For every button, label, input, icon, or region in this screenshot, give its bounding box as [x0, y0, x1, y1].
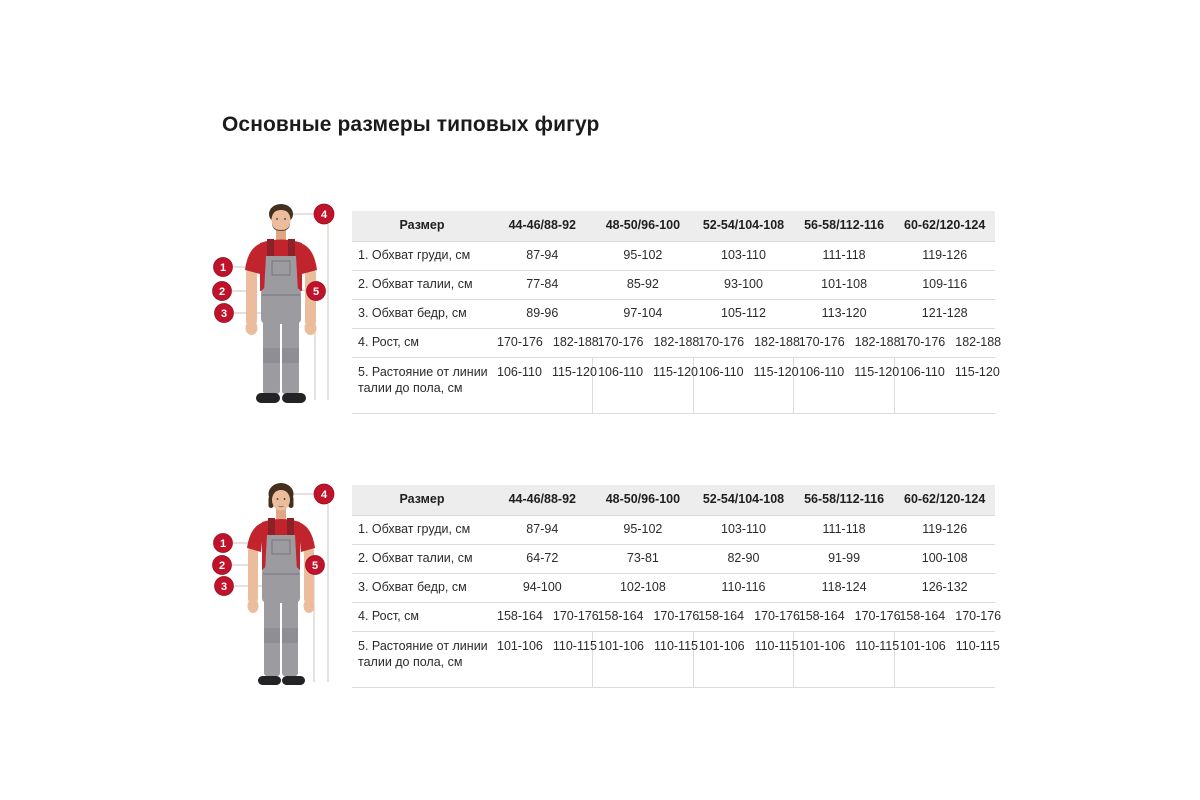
size-value-cell: 73-81	[593, 545, 694, 574]
marker-3-badge	[215, 304, 234, 323]
women-size-table	[352, 485, 1002, 688]
size-value: 101-106	[598, 639, 644, 653]
size-value: 115-120	[551, 365, 597, 379]
size-value: 170-176	[552, 609, 599, 624]
size-value: 170-176	[698, 335, 745, 350]
size-value: 101-106	[698, 639, 745, 653]
size-value: 106-110	[698, 365, 744, 379]
size-value-cell	[492, 603, 599, 632]
size-value-cell: 91-99	[794, 545, 895, 574]
row-label: 5. Растояние от линии талии до пола, см	[352, 358, 492, 414]
size-value-cell	[693, 603, 800, 632]
size-range-header: 52-54/104-108	[693, 211, 794, 242]
size-value-cell	[492, 329, 599, 358]
marker-2-badge	[213, 282, 232, 301]
size-value: 115-120	[753, 365, 799, 379]
size-value: 115-120	[653, 365, 698, 379]
size-value-cell: 103-110	[693, 242, 794, 271]
table-row	[352, 516, 995, 545]
size-value: 101-106	[799, 639, 846, 653]
table-row	[352, 300, 995, 329]
size-range-header: 48-50/96-100	[593, 485, 694, 516]
size-value: 170-176	[497, 335, 543, 350]
men-size-table	[352, 211, 1002, 414]
man-figure-illustration	[198, 190, 348, 420]
row-label: 1. Обхват груди, см	[352, 516, 492, 545]
women-table-header-row	[352, 485, 995, 516]
size-value: 170-176	[899, 335, 946, 350]
table-row	[352, 271, 995, 300]
size-value-cell	[593, 603, 700, 632]
size-value: 158-164	[698, 609, 745, 624]
size-value-cell	[693, 329, 800, 358]
svg-text:2: 2	[218, 560, 226, 572]
size-value-cell: 82-90	[693, 545, 794, 574]
size-value-cell: 89-96	[492, 300, 593, 329]
table-row	[352, 242, 995, 271]
size-value: 170-176	[653, 609, 700, 624]
size-value: 182-188	[854, 335, 901, 350]
size-range-header: 52-54/104-108	[693, 485, 794, 516]
svg-text:4: 4	[320, 209, 328, 221]
size-range-header: 44-46/88-92	[492, 211, 593, 242]
size-value-cell	[894, 358, 1000, 414]
size-value: 106-110	[497, 365, 542, 379]
size-value: 158-164	[497, 609, 543, 624]
size-value: 101-106	[497, 639, 543, 653]
size-value-cell	[794, 358, 900, 414]
row-label: 3. Обхват бедр, см	[352, 574, 492, 603]
size-column-title: Размер	[352, 485, 492, 516]
svg-text:1: 1	[219, 262, 227, 274]
size-value: 158-164	[597, 609, 644, 624]
man-figure-svg	[198, 190, 348, 420]
size-value: 115-120	[854, 365, 900, 379]
table-row	[352, 358, 995, 414]
size-value-cell	[794, 632, 900, 688]
size-value: 182-188	[653, 335, 700, 350]
woman-figure-svg	[198, 472, 348, 702]
size-value: 170-176	[754, 609, 800, 624]
row-label: 4. Рост, см	[352, 329, 492, 358]
row-label: 2. Обхват талии, см	[352, 271, 492, 300]
size-value: 110-115	[855, 639, 900, 653]
table-row	[352, 632, 995, 688]
svg-text:3: 3	[220, 308, 228, 320]
size-value: 110-115	[653, 639, 698, 653]
size-value-cell: 85-92	[593, 271, 694, 300]
svg-text:4: 4	[320, 489, 328, 501]
page-title: Основные размеры типовых фигур	[222, 113, 600, 136]
table-row	[352, 574, 995, 603]
woman-figure-illustration	[198, 472, 348, 702]
size-value-cell	[492, 358, 597, 414]
size-value: 115-120	[954, 365, 1000, 379]
svg-text:5: 5	[312, 286, 320, 298]
size-value-cell: 102-108	[593, 574, 694, 603]
size-value: 170-176	[955, 609, 1002, 624]
size-value: 158-164	[899, 609, 946, 624]
size-value-cell: 95-102	[593, 516, 694, 545]
size-value: 101-106	[899, 639, 946, 653]
size-value-cell	[693, 632, 799, 688]
size-value-cell: 109-116	[894, 271, 995, 300]
size-value-cell: 110-116	[693, 574, 794, 603]
size-value-cell: 126-132	[894, 574, 995, 603]
size-value: 182-188	[754, 335, 800, 350]
marker-1-badge	[214, 258, 233, 277]
size-value-cell	[593, 329, 700, 358]
table-row	[352, 603, 995, 632]
size-value-cell: 119-126	[894, 516, 995, 545]
size-value-cell: 103-110	[693, 516, 794, 545]
row-label: 2. Обхват талии, см	[352, 545, 492, 574]
size-value-cell: 87-94	[492, 516, 593, 545]
size-range-header: 60-62/120-124	[894, 485, 995, 516]
marker-5-badge	[306, 556, 325, 575]
size-range-header: 56-58/112-116	[794, 485, 895, 516]
size-column-title: Размер	[352, 211, 492, 242]
size-value: 106-110	[899, 365, 945, 379]
marker-5-badge	[307, 282, 326, 301]
svg-text:3: 3	[220, 581, 228, 593]
size-value-cell	[894, 632, 1000, 688]
size-value-cell: 111-118	[794, 516, 895, 545]
size-value-cell	[794, 603, 901, 632]
size-value-cell: 101-108	[794, 271, 895, 300]
size-value: 106-110	[598, 365, 644, 379]
size-value-cell: 118-124	[794, 574, 895, 603]
marker-4-badge	[314, 484, 334, 504]
size-value-cell	[593, 632, 698, 688]
size-value-cell: 93-100	[693, 271, 794, 300]
marker-3-badge	[215, 577, 234, 596]
size-value-cell: 121-128	[894, 300, 995, 329]
size-range-header: 60-62/120-124	[894, 211, 995, 242]
size-value-cell: 95-102	[593, 242, 694, 271]
svg-text:1: 1	[219, 538, 227, 550]
size-value-cell: 113-120	[794, 300, 895, 329]
size-value-cell	[894, 603, 1002, 632]
size-value-cell: 87-94	[492, 242, 593, 271]
men-table-header-row	[352, 211, 995, 242]
row-label: 4. Рост, см	[352, 603, 492, 632]
size-value-cell: 97-104	[593, 300, 694, 329]
table-row	[352, 329, 995, 358]
woman-body	[247, 483, 315, 685]
marker-4-badge	[314, 204, 334, 224]
size-value: 110-115	[552, 639, 597, 653]
size-value: 170-176	[798, 335, 845, 350]
size-value: 158-164	[798, 609, 845, 624]
size-range-header: 44-46/88-92	[492, 485, 593, 516]
size-value-cell: 100-108	[894, 545, 995, 574]
man-body	[245, 204, 320, 403]
size-value-cell	[794, 329, 901, 358]
size-value-cell: 111-118	[794, 242, 895, 271]
size-value: 182-188	[955, 335, 1002, 350]
svg-text:5: 5	[311, 560, 319, 572]
marker-1-badge	[214, 534, 233, 553]
svg-text:2: 2	[218, 286, 226, 298]
size-value: 182-188	[552, 335, 599, 350]
row-label: 5. Растояние от линии талии до пола, см	[352, 632, 492, 688]
size-value-cell	[593, 358, 698, 414]
size-value-cell: 64-72	[492, 545, 593, 574]
row-label: 3. Обхват бедр, см	[352, 300, 492, 329]
size-value-cell	[492, 632, 597, 688]
row-label: 1. Обхват груди, см	[352, 242, 492, 271]
size-value-cell: 105-112	[693, 300, 794, 329]
size-range-header: 56-58/112-116	[794, 211, 895, 242]
size-value: 110-115	[955, 639, 1000, 653]
size-range-header: 48-50/96-100	[593, 211, 694, 242]
size-value: 170-176	[854, 609, 901, 624]
size-value-cell: 119-126	[894, 242, 995, 271]
size-value-cell: 94-100	[492, 574, 593, 603]
size-value: 170-176	[597, 335, 644, 350]
size-value: 106-110	[799, 365, 845, 379]
size-value-cell	[894, 329, 1002, 358]
size-value-cell: 77-84	[492, 271, 593, 300]
marker-2-badge	[213, 556, 232, 575]
size-value-cell	[693, 358, 799, 414]
table-row	[352, 545, 995, 574]
size-value: 110-115	[754, 639, 799, 653]
